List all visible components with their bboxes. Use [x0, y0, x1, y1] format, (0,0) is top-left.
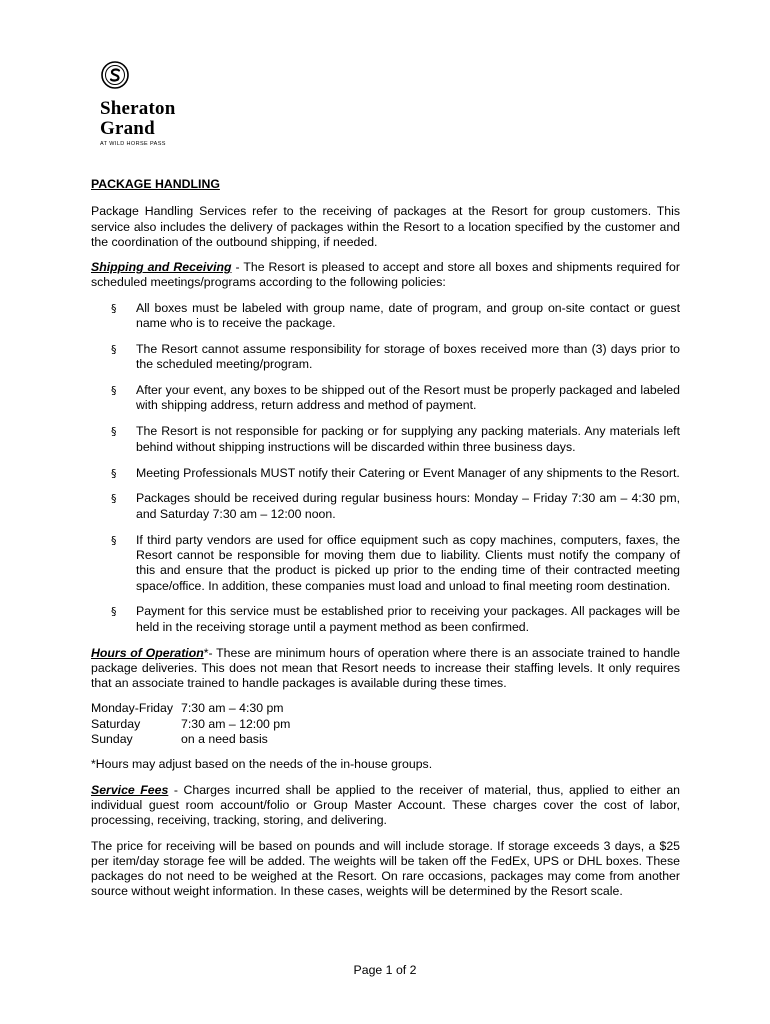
schedule-row: [91, 701, 680, 716]
schedule-row: [91, 717, 680, 732]
schedule-row: [91, 732, 680, 747]
fees-heading: Service Fees: [91, 782, 169, 797]
sheraton-logo: [100, 60, 220, 147]
bullet-icon: §: [111, 301, 117, 315]
bullet-icon: §: [111, 605, 117, 619]
list-item-text: Meeting Professionals MUST notify their Catering or Event Manager of any shipments to the Resort.: [136, 465, 680, 480]
shipping-paragraph: [91, 260, 680, 291]
hours-schedule: [91, 701, 680, 747]
list-item: [91, 533, 680, 594]
list-item-text: The Resort is not responsible for packing or for supplying any packing materials. Any materials left behind without shipping instructions will be discarded within three business days.: [136, 424, 680, 454]
brand-tagline: AT WILD HORSE PASS: [100, 141, 166, 147]
bullet-icon: §: [111, 342, 117, 356]
hours-star: *: [203, 645, 209, 660]
brand-name-line1: Sheraton: [100, 98, 176, 119]
intro-paragraph: Package Handling Services refer to the receiving of packages at the Resort for group customers. This service also includes the delivery of packages within the Resort to a location specified by the customer and the coordination of the outbound shipping, if needed.: [91, 204, 680, 249]
list-item-text: Payment for this service must be established prior to receiving your packages. All packages will be held in the receiving storage until a payment method as been confirmed.: [136, 604, 680, 634]
shipping-text: - The Resort is pleased to accept and store all boxes and shipments required for scheduled meetings/programs according to the following policies:: [91, 260, 680, 290]
sheraton-s-emblem-icon: [100, 60, 130, 90]
list-item-text: The Resort cannot assume responsibility for storage of boxes received more than (3) days prior to the scheduled meeting/program.: [136, 341, 680, 372]
list-item: [91, 424, 680, 455]
page-title: PACKAGE HANDLING: [91, 177, 220, 191]
list-item-text: All boxes must be labeled with group name, date of program, and group on-site contact or guest name who is to receive the package.: [136, 300, 680, 331]
page-number: Page 1 of 2: [353, 963, 417, 977]
list-item-text: If third party vendors are used for office equipment such as copy machines, computers, faxes, the Resort cannot be responsible for moving them due to liability. Clients must notify the company of this and ensure that the product is picked up prior to the ending time of their contracted meeting space/office. In addition, these companies must load and unload to final meeting room destination.: [136, 532, 680, 593]
fees-text: - Charges incurred shall be applied to the receiver of material, thus, applied to either an individual guest room account/folio or Group Master Account. These charges cover the cost of labor, processing, receiving, tracking, storing, and delivering.: [91, 782, 680, 828]
schedule-day: Saturday: [91, 716, 141, 731]
list-item-text: After your event, any boxes to be shipped out of the Resort must be properly packaged and labeled with shipping address, return address and method of payment.: [136, 383, 680, 413]
list-item: [91, 491, 680, 522]
schedule-day: Monday-Friday: [91, 701, 174, 716]
hours-paragraph: [91, 646, 680, 692]
schedule-time: on a need basis: [181, 732, 268, 747]
bullet-icon: §: [111, 425, 117, 439]
brand-name: [100, 99, 220, 139]
list-item: [91, 301, 680, 332]
fees-paragraph: [91, 783, 680, 829]
bullet-icon: §: [111, 533, 117, 547]
bullet-icon: §: [111, 384, 117, 398]
shipping-heading: Shipping and Receiving: [91, 260, 232, 275]
hours-note: *Hours may adjust based on the needs of the in-house groups.: [91, 757, 433, 772]
brand-name-line2: Grand: [100, 118, 155, 139]
schedule-time: 7:30 am – 4:30 pm: [181, 701, 284, 716]
bullet-icon: §: [111, 492, 117, 506]
hours-text: - These are minimum hours of operation where there is an associate trained to handle package deliveries. This does not mean that Resort needs to increase their staffing levels. It only requires that an associate trained to handle packages is available during these times.: [91, 645, 680, 691]
list-item: [91, 342, 680, 373]
schedule-day: Sunday: [91, 732, 133, 747]
list-item: [91, 466, 680, 481]
schedule-time: 7:30 am – 12:00 pm: [181, 716, 291, 731]
list-item: [91, 604, 680, 635]
document-body: [91, 177, 680, 910]
pricing-paragraph: The price for receiving will be based on pounds and will include storage. If storage exceeds 3 days, a $25 per item/day storage fee will be added. The weights will be taken off the FedEx, UPS or DHL boxes. These packages do not need to be weighed at the Resort. On rare occasions, packages may come from another source without weight information. In these cases, weights will be determined by the Resort scale.: [91, 838, 680, 899]
list-item: [91, 383, 680, 414]
shipping-policy-list: [91, 301, 680, 635]
bullet-icon: §: [111, 466, 117, 480]
list-item-text: Packages should be received during regular business hours: Monday – Friday 7:30 am – 4:30 pm, and Saturday 7:30 am – 12:00 noon.: [136, 491, 680, 521]
hours-heading: Hours of Operation: [91, 645, 204, 660]
